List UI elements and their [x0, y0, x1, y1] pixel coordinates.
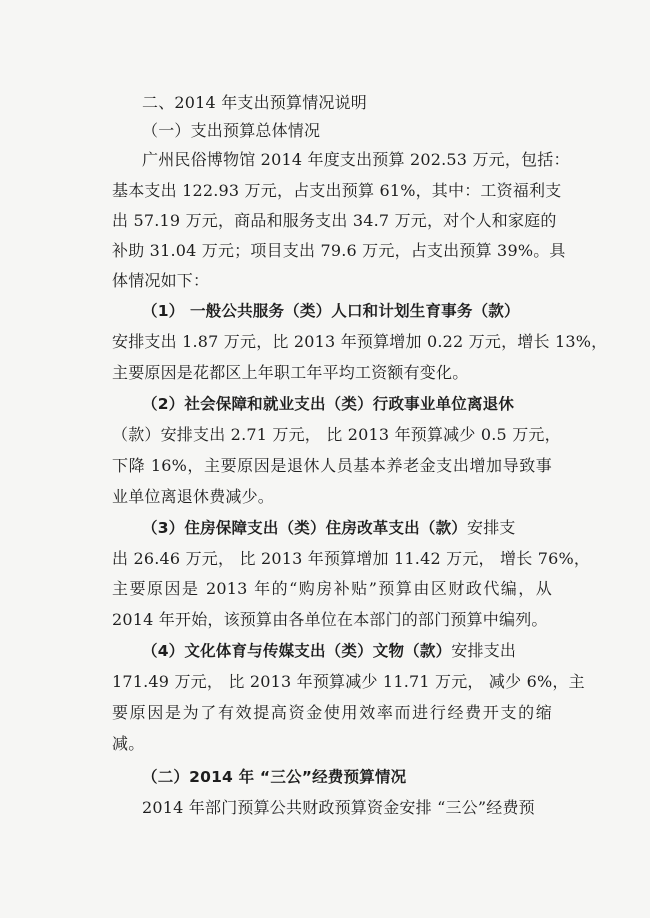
- item-4-title-line: [142, 640, 582, 662]
- item-4-title-rest: 安排支出: [451, 641, 517, 660]
- item-3-title-rest: 安排支: [467, 518, 516, 537]
- item-3-line: 出 26.46 万元， 比 2013 年预算增加 11.42 万元， 增长 76%，: [112, 549, 591, 568]
- item-1-line: 安排支出 1.87 万元，比 2013 年预算增加 0.22 万元，增长 13%，: [112, 332, 608, 351]
- item-1-line: 主要原因是花都区上年职工年平均工资额有变化。: [112, 363, 469, 382]
- item-1-title: （1） 一般公共服务（类）人口和计划生育事务（款）: [142, 302, 520, 320]
- item-2-line: 下降 16%，主要原因是退休人员基本养老金支出增加导致事: [112, 456, 552, 475]
- item-4-line: 171.49 万元， 比 2013 年预算减少 11.71 万元， 减少 6%，主: [112, 672, 585, 691]
- item-2-line: 业单位离退休费减少。: [112, 487, 275, 506]
- item-2-title: （2）社会保障和就业支出（类）行政事业单位离退休: [142, 395, 515, 413]
- paragraph-line: 体情况如下：: [112, 271, 210, 290]
- paragraph-line: 广州民俗博物馆 2014 年度支出预算 202.53 万元，包括：: [142, 150, 570, 169]
- subsection-heading-1: （一）支出预算总体情况: [142, 121, 321, 140]
- item-3-line: 2014 年开始，该预算由各单位在本部门的部门预算中编列。: [112, 610, 548, 629]
- item-4-title: （4）文化体育与传媒支出（类）文物（款）: [142, 642, 452, 660]
- item-3-title-line: [142, 517, 582, 539]
- paragraph-line: 2014 年部门预算公共财政预算资金安排 “三公”经费预: [142, 798, 535, 817]
- item-3-line: 主要原因是 2013 年的“购房补贴”预算由区财政代编，从: [112, 579, 552, 598]
- item-4-line: 要原因是为了有效提高资金使用效率而进行经费开支的缩: [112, 703, 552, 722]
- item-2-line: （款）安排支出 2.71 万元， 比 2013 年预算减少 0.5 万元，: [112, 425, 561, 444]
- subsection-heading-2: （二）2014 年 “三公”经费预算情况: [142, 768, 407, 786]
- paragraph-line: 出 57.19 万元，商品和服务支出 34.7 万元，对个人和家庭的: [112, 211, 557, 230]
- section-heading: 二、2014 年支出预算情况说明: [142, 93, 368, 112]
- item-3-title: （3）住房保障支出（类）住房改革支出（款）: [142, 519, 467, 537]
- paragraph-line: 基本支出 122.93 万元，占支出预算 61%，其中：工资福利支: [112, 181, 562, 200]
- item-4-line: 减。: [112, 734, 145, 753]
- paragraph-line: 补助 31.04 万元；项目支出 79.6 万元，占支出预算 39%。具: [112, 241, 566, 260]
